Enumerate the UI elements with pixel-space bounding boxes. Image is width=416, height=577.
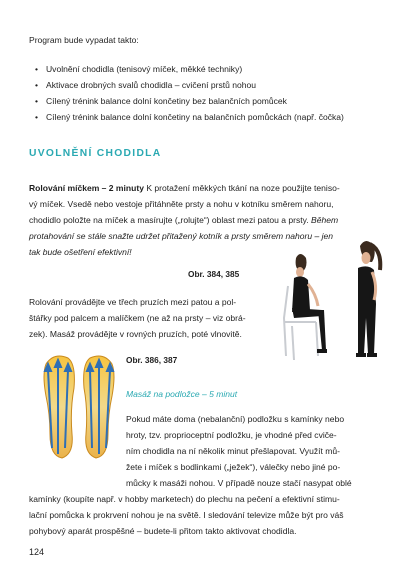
intro-text: Program bude vypadat takto: — [29, 35, 139, 45]
paragraph-line: můcky k masáži nohou. V případě nouze stačí nasypat oblé — [126, 478, 352, 488]
standing-figure — [356, 241, 380, 357]
list-item-text: Cílený trénink balance dolní končetiny na balančních pomůckách (např. čočka) — [46, 112, 344, 122]
list-item-text: Aktivace drobných svalů chodidla – cvičení prstů nohou — [46, 80, 256, 90]
paragraph-line: zek). Masáž provádějte v rovných pruzích, poté vlnovitě. — [29, 329, 242, 339]
paragraph-line: lační pomůcka k prokrvení nohou je na světě. I sledování televize může být pro váš — [29, 510, 344, 520]
list-item: • Uvolnění chodidla (tenisový míček, měkké techniky) — [35, 64, 243, 74]
list-item: • Cílený trénink balance dolní končetiny na balančních pomůckách (např. čočka) — [35, 112, 344, 122]
paragraph-line: pohybový aparát prospěšné – budete-li přitom takto aktivovat chodidla. — [29, 526, 297, 536]
program-list — [35, 61, 344, 125]
list-item: • Aktivace drobných svalů chodidla – cvičení prstů nohou — [35, 80, 256, 90]
paragraph-technique — [29, 294, 274, 342]
page-number: 124 — [29, 547, 45, 557]
paragraph-line: Pokud máte doma (nebalanční) podložku s kamínky nebo — [126, 414, 345, 424]
paragraph-line: K protažení měkkých tkání na noze použijte teniso- — [143, 183, 340, 193]
arrow-icon — [87, 360, 113, 454]
paragraph-emphasis: tak bude ošetření efektivní! — [29, 247, 132, 257]
paragraph-emphasis: protahování se stále snažte udržet přitažený kotník a prsty směrem nahoru – jen — [29, 231, 334, 241]
paragraph-line: hroty, tzv. proprioceptní podložku, je vhodné před cviče- — [126, 430, 337, 440]
figure-reference: Obr. 386, 387 — [126, 355, 178, 365]
paragraph-emphasis: Během — [308, 215, 339, 225]
exercise-photo — [272, 238, 406, 366]
foot-massage-diagram — [36, 348, 121, 474]
paragraph-line: kamínky (koupíte např. v hobby marketech) do plechu na pečení a efektivní stimu- — [29, 494, 340, 504]
seated-figure — [292, 254, 327, 353]
section-heading: UVOLNĚNÍ CHODIDLA — [29, 148, 162, 159]
paragraph-line: vý míček. Vsedě nebo vestoje přitáhněte prsty a nohu v kotníku směrem nahoru, — [29, 199, 334, 209]
sub-heading: Masáž na podložce – 5 minut — [126, 389, 238, 399]
paragraph-line: žete i míček s bodlinkami („ježek“), válečky nebo jiné po- — [126, 462, 341, 472]
paragraph-mat-continued — [29, 491, 389, 539]
paragraph-line: chodidlo položte na míček a masírujte („rolujte“) oblast mezi patou a prsty. — [29, 215, 309, 225]
list-item-text: Cílený trénink balance dolní končetiny bez balančních pomůcek — [46, 96, 287, 106]
list-item-text: Uvolnění chodidla (tenisový míček, měkké techniky) — [46, 64, 243, 74]
paragraph-line: ním chodidla na ní několik minut přešlapovat. Využít mů- — [126, 446, 340, 456]
paragraph-line: Rolování provádějte ve třech pruzích mezi patou a pol- — [29, 297, 237, 307]
list-item: • Cílený trénink balance dolní končetiny bez balančních pomůcek — [35, 96, 287, 106]
figure-reference: Obr. 384, 385 — [188, 269, 240, 279]
paragraph-lead: Rolování míčkem – 2 minuty — [29, 183, 144, 193]
paragraph-mat — [126, 411, 386, 491]
paragraph-line: štářky pod palcem a malíčkem (ne až na prsty – viz obrá- — [29, 313, 246, 323]
